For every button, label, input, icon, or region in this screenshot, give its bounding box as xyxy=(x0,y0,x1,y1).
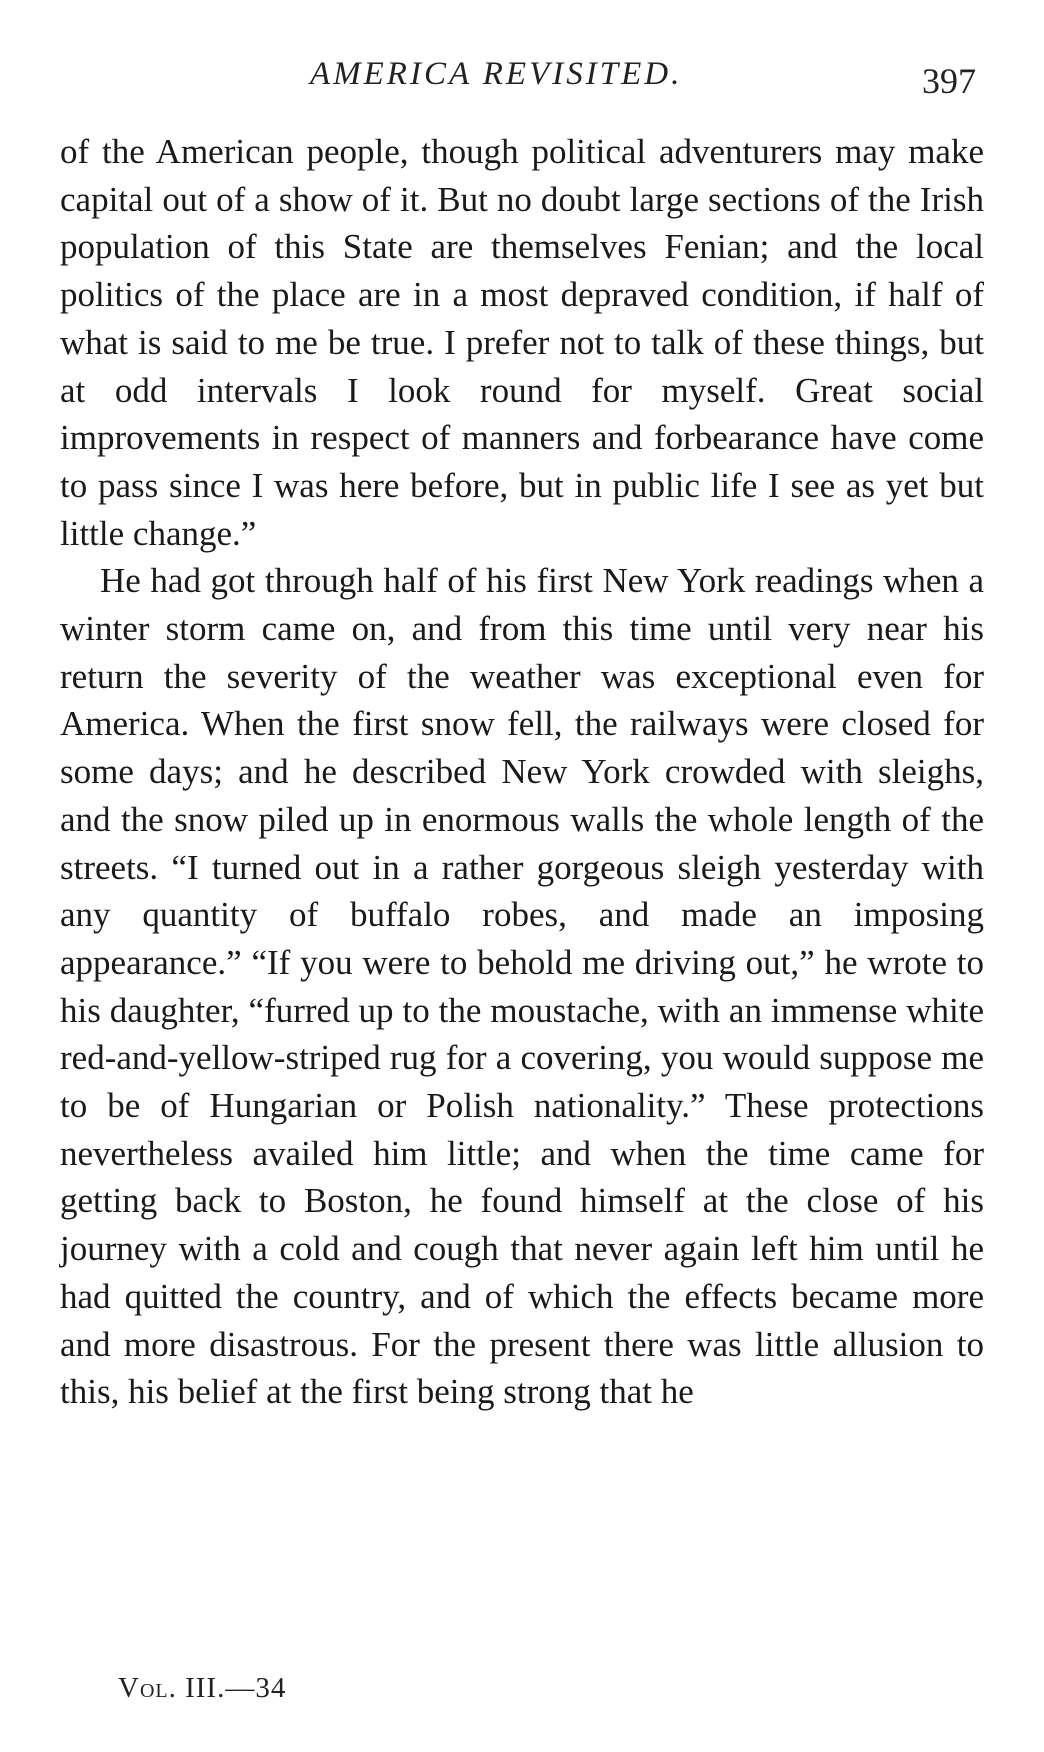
running-title: AMERICA REVISITED. xyxy=(310,56,683,92)
signature-mark: Vol. III.—34 xyxy=(118,1672,287,1704)
running-head xyxy=(0,52,1044,102)
paragraph: He had got through half of his first New York readings when a winter storm came on, and from this time until very near his return the severity of the weather was exceptional even for America. When the first snow fell, the railways were closed for some days; and he described New York crowded with sleighs, and the snow piled up in enormous walls the whole length of the streets. “I turned out in a rather gorgeous sleigh yesterday with any quantity of buffalo robes, and made an imposing appearance.” “If you were to behold me driving out,” he wrote to his daughter, “furred up to the moustache, with an immense white red-and-yellow-striped rug for a covering, you would suppose me to be of Hungarian or Polish nationality.” These protections nevertheless availed him little; and when the time came for getting back to Boston, he found himself at the close of his journey with a cold and cough that never again left him until he had quitted the country, and of which the effects became more and more disastrous. For the present there was little allusion to this, his belief at the first being strong that he xyxy=(60,561,984,1412)
body-text xyxy=(60,128,984,1416)
paragraph-continued: of the American people, though political adventurers may make capital out of a show of it. But no doubt large sections of the Irish population of this State are themselves Fenian; and the local politics of the place are in a most depraved condition, if half of what is said to me be true. I prefer not to talk of these things, but at odd intervals I look round for myself. Great social improvements in respect of manners and forbearance have come to pass since I was here before, but in public life I see as yet but little change.” xyxy=(60,132,984,553)
page-number: 397 xyxy=(922,61,976,101)
